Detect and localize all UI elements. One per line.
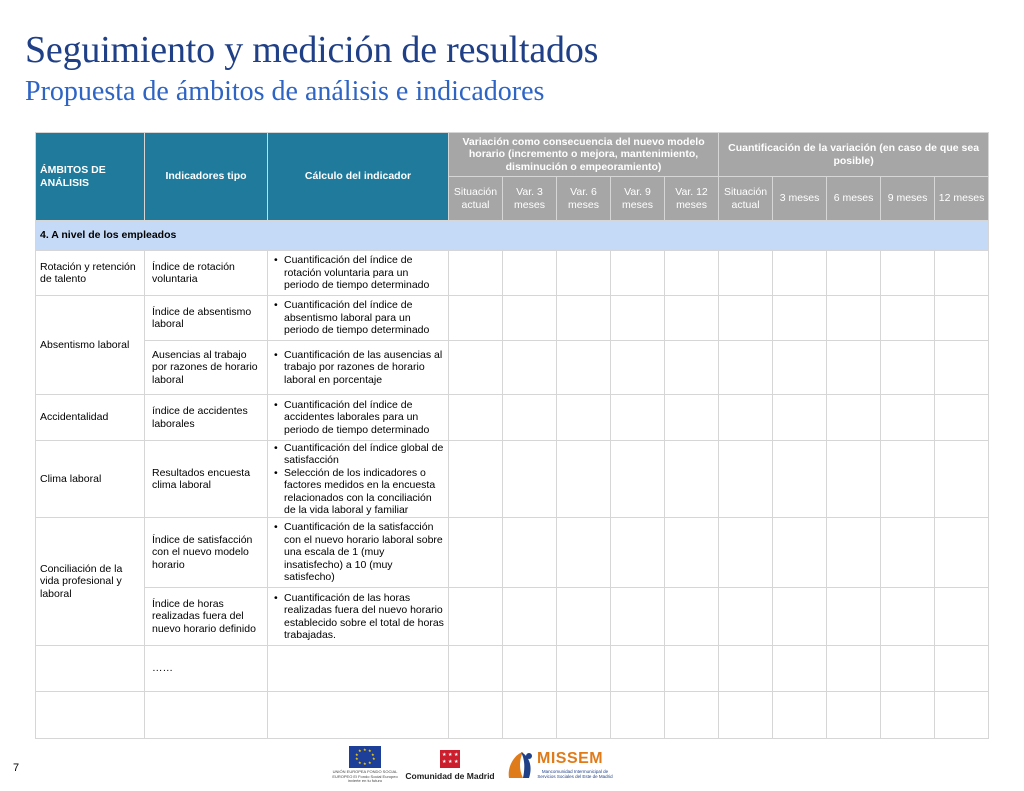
calculo-item: • Cuantificación de las horas realizadas fuera del nuevo horario establecido sobre el total de horas trabajadas. bbox=[272, 592, 444, 642]
header-ambitos: ÁMBITOS DE ANÁLISIS bbox=[36, 133, 145, 221]
header-row bbox=[36, 133, 989, 177]
indicador-ausencias: Ausencias al trabajo por razones de horario laboral bbox=[145, 341, 268, 395]
page-number: 7 bbox=[13, 762, 20, 774]
header-indicadores: Indicadores tipo bbox=[145, 133, 268, 221]
calculo-item: • Cuantificación del índice de rotación voluntaria para un periodo de tiempo determinado bbox=[272, 254, 444, 292]
section-title: 4. A nivel de los empleados bbox=[36, 221, 989, 251]
calculo-clima bbox=[268, 441, 449, 518]
page-title: Seguimiento y medición de resultados bbox=[25, 29, 599, 71]
table-row bbox=[36, 692, 989, 739]
sub-cuant-3: 3 meses bbox=[773, 177, 827, 221]
ellipsis-cell: …… bbox=[145, 646, 268, 692]
comunidad-madrid-text: Comunidad de Madrid bbox=[405, 771, 495, 781]
calculo-item: • Cuantificación del índice de absentismo laboral para un periodo de tiempo determinado bbox=[272, 299, 444, 337]
ambito-accidentalidad: Accidentalidad bbox=[36, 395, 145, 441]
table-row bbox=[36, 341, 989, 395]
calculo-horas bbox=[268, 588, 449, 646]
missem-name: MISSEM bbox=[537, 750, 604, 767]
sub-variacion-9: Var. 9 meses bbox=[611, 177, 665, 221]
calculo-item: • Selección de los indicadores o factores medidos en la encuesta relacionados con la conciliación de la vida laboral y familiar bbox=[272, 467, 444, 517]
eu-logo-text: UNIÓN EUROPEA FONDO SOCIAL EUROPEO El Fondo Social Europeo invierte en tu futuro bbox=[332, 769, 398, 784]
calculo-rotacion bbox=[268, 251, 449, 296]
indicador-clima: Resultados encuesta clima laboral bbox=[145, 441, 268, 518]
eu-logo bbox=[330, 746, 400, 788]
ambito-absentismo: Absentismo laboral bbox=[36, 296, 145, 395]
ambito-clima: Clima laboral bbox=[36, 441, 145, 518]
sub-variacion-6: Var. 6 meses bbox=[557, 177, 611, 221]
eu-flag-icon: ★ ★ ★ ★ ★ ★ ★ ★ ★ ★ bbox=[349, 746, 381, 768]
indicador-absentismo: Índice de absentismo laboral bbox=[145, 296, 268, 341]
section-row bbox=[36, 221, 989, 251]
header-calculo: Cálculo del indicador bbox=[268, 133, 449, 221]
indicators-table bbox=[35, 132, 989, 739]
page-subtitle: Propuesta de ámbitos de análisis e indicadores bbox=[25, 76, 545, 107]
missem-logo bbox=[505, 746, 615, 788]
calculo-item: • Cuantificación del índice global de satisfacción bbox=[272, 442, 444, 467]
header-cuantificacion: Cuantificación de la variación (en caso de que sea posible) bbox=[719, 133, 989, 177]
ambito-rotacion: Rotación y retención de talento bbox=[36, 251, 145, 296]
table-row bbox=[36, 441, 989, 518]
calculo-accidentes bbox=[268, 395, 449, 441]
calculo-item: • Cuantificación de la satisfacción con el nuevo horario laboral sobre una escala de 1 (muy insatisfecho) a 10 (muy satisfecho) bbox=[272, 521, 444, 584]
madrid-flag-icon: ★ ★ ★ ★ ★ ★ bbox=[440, 750, 460, 768]
indicador-satisfaccion: Índice de satisfacción con el nuevo modelo horario bbox=[145, 518, 268, 588]
indicador-rotacion: Índice de rotación voluntaria bbox=[145, 251, 268, 296]
table-row bbox=[36, 518, 989, 588]
calculo-absentismo bbox=[268, 296, 449, 341]
sub-cuant-12: 12 meses bbox=[935, 177, 989, 221]
table-row bbox=[36, 296, 989, 341]
sub-variacion-12: Var. 12 meses bbox=[665, 177, 719, 221]
missem-subtitle: Mancomunidad Intermunicipal de Servicios Sociales del Este de Madrid bbox=[537, 769, 613, 779]
table-row bbox=[36, 588, 989, 646]
header-variacion: Variación como consecuencia del nuevo modelo horario (incremento o mejora, mantenimiento, disminución o empeoramiento) bbox=[449, 133, 719, 177]
comunidad-madrid-logo bbox=[402, 750, 498, 786]
table-row bbox=[36, 251, 989, 296]
calculo-satisfaccion bbox=[268, 518, 449, 588]
sub-variacion-3: Var. 3 meses bbox=[503, 177, 557, 221]
missem-mark-icon bbox=[505, 748, 535, 782]
sub-variacion-actual: Situación actual bbox=[449, 177, 503, 221]
calculo-item: • Cuantificación de las ausencias al trabajo por razones de horario laboral en porcentaje bbox=[272, 349, 444, 387]
sub-cuant-9: 9 meses bbox=[881, 177, 935, 221]
indicador-accidentes: índice de accidentes laborales bbox=[145, 395, 268, 441]
sub-cuant-6: 6 meses bbox=[827, 177, 881, 221]
calculo-ausencias bbox=[268, 341, 449, 395]
ambito-conciliacion: Conciliación de la vida profesional y laboral bbox=[36, 518, 145, 646]
calculo-item: • Cuantificación del índice de accidentes laborales para un periodo de tiempo determinado bbox=[272, 399, 444, 437]
sub-cuant-actual: Situación actual bbox=[719, 177, 773, 221]
table-row bbox=[36, 646, 989, 692]
indicador-horas: Índice de horas realizadas fuera del nuevo horario definido bbox=[145, 588, 268, 646]
table-row bbox=[36, 395, 989, 441]
